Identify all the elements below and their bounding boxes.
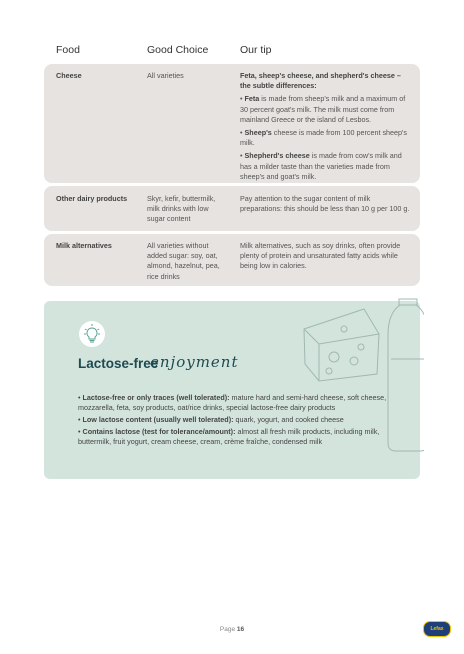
lactose-info-box <box>44 301 420 479</box>
header-food: Food <box>56 44 80 56</box>
list-item: • Low lactose content (usually well tolerated): quark, yogurt, and cooked cheese <box>78 415 344 424</box>
row-tip: Pay attention to the sugar content of milk preparations: this should be less than 10 g per 100 g. <box>240 194 410 214</box>
header-our-tip: Our tip <box>240 44 272 56</box>
table-row-other-dairy <box>44 186 420 231</box>
list-item: • Contains lactose (test for tolerance/amount): almost all fresh milk products, including milk, buttermilk, fruit yogurt, cream cheese, cream, crème fraîche, condensed milk <box>78 427 380 446</box>
logo-text: Lefax <box>430 626 444 632</box>
tip-item: • Feta is made from sheep's milk and a maximum of 30 percent goat's milk. The milk must come from mainland Greece or the island of Lesbos. <box>240 94 406 124</box>
lactose-list <box>78 393 398 449</box>
row-choice: All varieties <box>147 71 184 80</box>
box-title-script: enjoyment <box>150 353 239 371</box>
box-title: Lactose-free <box>78 356 159 371</box>
brand-logo <box>423 621 451 637</box>
page-number: Page 16 <box>219 626 245 633</box>
lightbulb-icon <box>79 321 105 347</box>
tip-item: • Sheep's cheese is made from 100 percent sheep's milk. <box>240 128 408 148</box>
table-row-cheese <box>44 64 420 183</box>
row-food: Other dairy products <box>56 194 128 203</box>
header-good-choice: Good Choice <box>147 44 209 56</box>
row-tip: Milk alternatives, such as soy drinks, often provide plenty of protein and unsaturated fatty acids while being low in calories. <box>240 241 401 271</box>
cheese-and-milk-bottle-illustration <box>299 289 424 479</box>
lightbulb-badge <box>79 321 105 347</box>
tip-item: • Shepherd's cheese is made from cow's milk and has a milder taste than the varieties made from sheep's and goat's milk. <box>240 151 402 181</box>
row-tip <box>240 71 412 185</box>
table-row-milk-alternatives <box>44 234 420 286</box>
row-food: Milk alternatives <box>56 241 112 250</box>
tip-title: Feta, sheep's cheese, and shepherd's cheese – the subtle differences: <box>240 71 401 91</box>
row-choice: All varieties without added sugar: soy, oat, almond, hazelnut, pea, rice drinks <box>147 241 220 281</box>
row-food: Cheese <box>56 71 82 80</box>
row-choice: Skyr, kefir, buttermilk, milk drinks with low sugar content <box>147 194 216 224</box>
list-item: • Lactose-free or only traces (well tolerated): mature hard and semi-hard cheese, soft cheese, mozzarella, feta, soy products, oat/rice drinks, special lactose-free dairy products <box>78 393 387 412</box>
